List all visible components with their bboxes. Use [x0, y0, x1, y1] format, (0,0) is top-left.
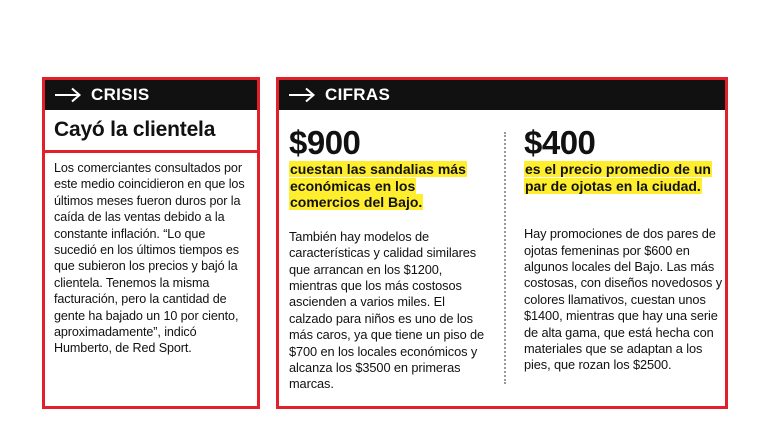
cifras-header-label: CIFRAS	[325, 85, 391, 104]
right-highlight-text: es el precio promedio de un par de ojotas en la ciudad.	[525, 161, 711, 194]
cifras-header-bar	[279, 80, 725, 110]
left-body-text: También hay modelos de características y calidad similares que arrancan en los $1200, mientras que los más costosos ascienden a varios miles. El calzado para niños es uno de los más caros, ya que tiene un piso de $700 en los locales económicos y alcanza los $3500 en primeras marcas.	[289, 228, 485, 392]
arrow-right-icon	[53, 87, 83, 103]
arrow-right-icon	[287, 87, 317, 103]
cifras-right-column	[524, 110, 724, 406]
crisis-body-text: Los comerciantes consultados por este medio coincidieron en que los últimos meses fueron duros por la caída de las ventas debido a la constante inflación. “Lo que sucedió en los últimos tiempos es que subieron los precios y bajó la clientela. Tenemos la misma facturación, pero la cantidad de gente ha bajado un 10 por ciento, aproximadamente”, indicó Humberto, de Red Sport.	[54, 161, 245, 356]
right-figure: $400	[524, 124, 596, 161]
left-figure: $900	[289, 124, 361, 161]
cifras-box	[276, 77, 728, 409]
crisis-header-bar	[45, 80, 257, 110]
crisis-title: Cayó la clientela	[54, 118, 216, 141]
left-highlight-text: cuestan las sandalias más económicas en los comercios del Bajo.	[290, 161, 466, 211]
right-body-text: Hay promociones de dos pares de ojotas femeninas por $600 en algunos locales del Bajo. Las más costosas, con diseños novedosos y colores llamativos, cuestan unos $1400, mientras que hay una serie de alta gama, que está hecha con materiales que se adaptan a los pies, que rozan los $2500.	[524, 226, 723, 373]
right-highlight	[524, 161, 724, 194]
column-divider	[504, 132, 506, 384]
crisis-header-label: CRISIS	[91, 85, 150, 104]
left-highlight	[289, 161, 489, 211]
crisis-box	[42, 77, 260, 409]
cifras-left-column	[289, 110, 489, 406]
